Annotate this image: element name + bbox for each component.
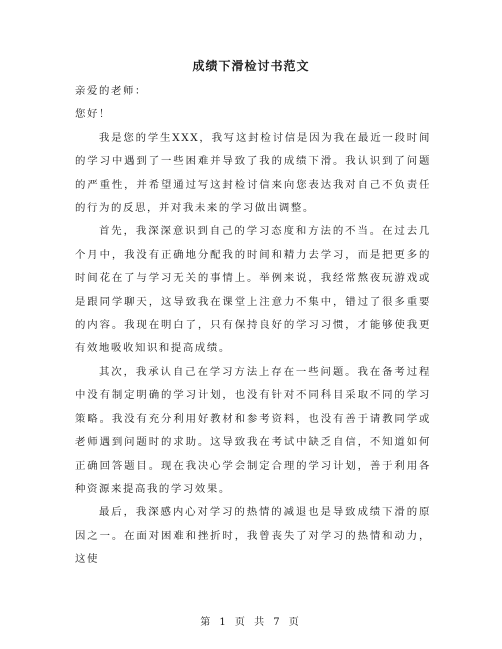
page-number-footer: 第 1 页 共 7 页 [200, 617, 302, 628]
document-title: 成绩下滑检讨书范文 [192, 59, 310, 73]
salutation: 亲爱的老师： [75, 85, 147, 97]
paragraph-1: 我是您的学生XXX，我写这封检讨信是因为我在最近一段时间的学习中遇到了一些困难并导致了我的成绩下滑。我认识到了问题的严重性，并希望通过写这封检讨信来向您表达我对自己不负责任的行为的反思，并对我未来的学习做出调整。 [75, 131, 431, 215]
paragraph-2: 首先，我深深意识到自己的学习态度和方法的不当。在过去几个月中，我没有正确地分配我的时间和精力去学习，而是把更多的时间花在了与学习无关的事情上。举例来说，我经常熬夜玩游戏或是跟同学聊天，这导致我在课堂上注意力不集中，错过了很多重要的内容。我现在明白了，只有保持良好的学习习惯，才能够使我更有效地吸收知识和提高成绩。 [75, 225, 431, 355]
paragraph-3: 其次，我承认自己在学习方法上存在一些问题。我在备考过程中没有制定明确的学习计划，也没有针对不同科目采取不同的学习策略。我没有充分利用好教材和参考资料，也没有善于请教同学或老师遇到问题时的求助。这导致我在考试中缺乏自信，不知道如何正确回答题目。现在我决心学会制定合理的学习计划，善于利用各种资源来提高我的学习效果。 [75, 365, 431, 495]
document-body [75, 80, 431, 572]
paragraph-4: 最后，我深感内心对学习的热情的减退也是导致成绩下滑的原因之一。在面对困难和挫折时，我曾丧失了对学习的热情和动力，这使 [75, 506, 431, 566]
greeting: 您好！ [75, 108, 111, 121]
